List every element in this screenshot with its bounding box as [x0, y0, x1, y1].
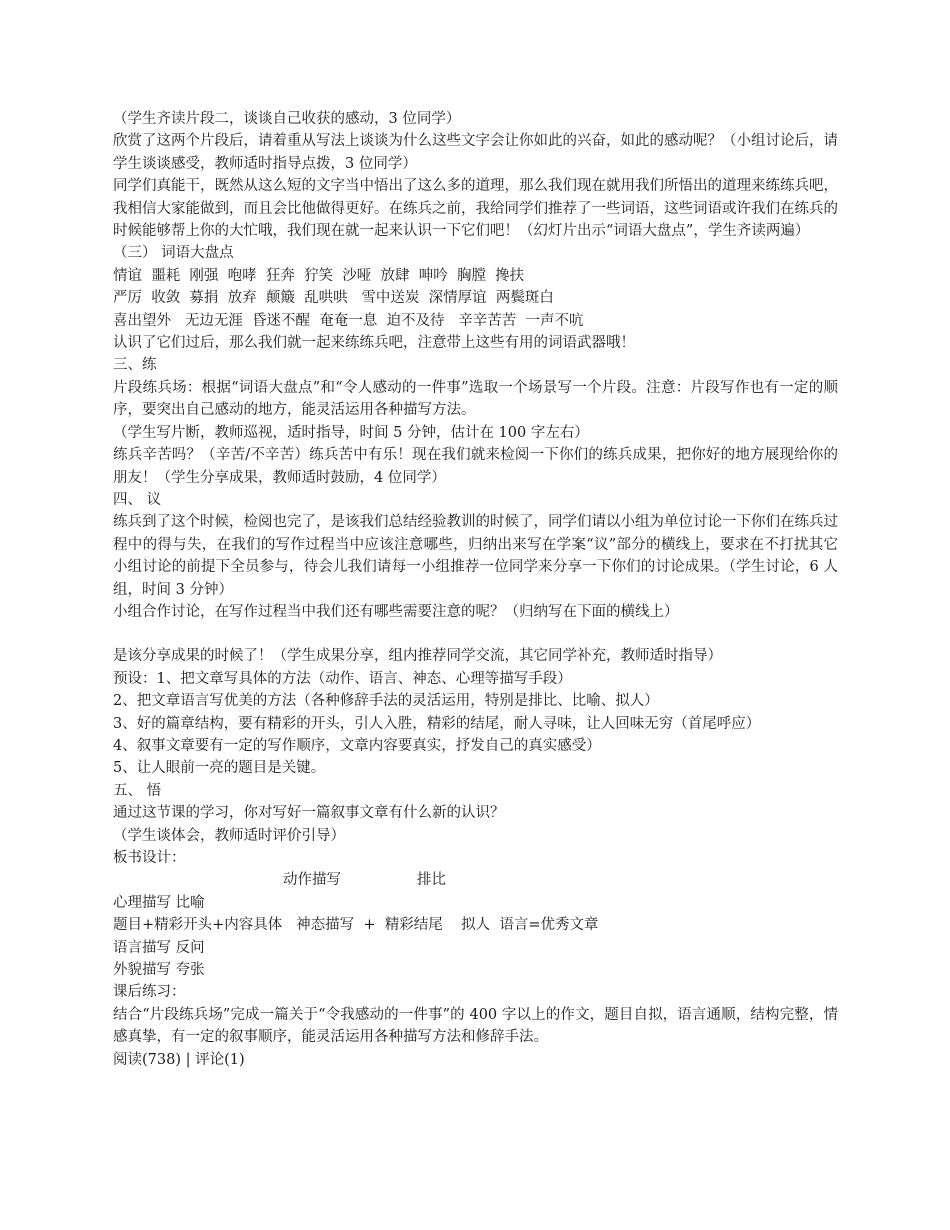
paragraph: 练兵辛苦吗？（辛苦/不辛苦）练兵苦中有乐！现在我们就来检阅一下你们的练兵成果，把你好的地方展现给你的朋友！（学生分享成果，教师适时鼓励，4 位同学）: [113, 447, 838, 486]
text-line: （学生齐读片段二，谈谈自己收获的感动，3 位同学）: [113, 111, 461, 127]
text-line: 4、叙事文章要有一定的写作顺序，文章内容要真实，抒发自己的真实感受）: [113, 737, 601, 754]
text-line: 5、让人眼前一亮的题目是关键。: [113, 760, 326, 777]
board-cell: 动作描写: [283, 872, 341, 889]
board-row: 语言描写 反问: [113, 939, 205, 956]
vocab-row: 严厉 收敛 募捐 放弃 颠簸 乱哄哄 雪中送炭 深情厚谊 两鬓斑白: [113, 290, 554, 307]
text-line: 3、好的篇章结构，要有精彩的开头，引人入胜，精彩的结尾，耐人寻味，让人回味无穷（首尾呼应）: [113, 715, 761, 732]
board-row: 心理描写 比喻: [113, 894, 205, 911]
text-line: （学生谈体会，教师适时评价引导）: [113, 827, 345, 844]
board-cell: 排比: [417, 872, 446, 889]
paragraph: 练兵到了这个时候，检阅也完了，是该我们总结经验教训的时候了，同学们请以小组为单位讨论一下你们在练兵过程中的得与失，在我们的写作过程当中应该注意哪些，归纳出来写在学案“议”部分的横线上，要求在不打扰其它小组讨论的前提下全员参与，待会儿我们请每一小组推荐一位同学来分享一下你们的讨论成果。（学生讨论，6 人组，时间 3 分钟）: [113, 514, 838, 598]
text-line: （学生写片断，教师巡视，适时指导，时间 5 分钟，估计在 100 字左右）: [113, 424, 589, 441]
board-row: 题目+精彩开头+内容具体 神态描写 + 精彩结尾 拟人 语言=优秀文章: [113, 917, 599, 934]
section-heading: （三） 词语大盘点: [113, 245, 234, 262]
section-heading: 四、 议: [113, 491, 162, 508]
text-line: 小组合作讨论，在写作过程当中我们还有哪些需要注意的呢？（归纳写在下面的横线上）: [113, 603, 679, 620]
homework-heading: 课后练习：: [113, 984, 186, 1001]
text-line: 认识了它们过后，那么我们就一起来练练兵吧，注意带上这些有用的词语武器哦！: [113, 335, 635, 352]
document-page: [113, 108, 838, 1071]
text-line: 预设：1、把文章写具体的方法（动作、语言、神态、心理等描写手段）: [113, 670, 572, 687]
board-design-heading: 板书设计：: [113, 850, 186, 866]
vocab-row: 情谊 噩耗 刚强 咆哮 狂奔 狞笑 沙哑 放肆 呻吟 胸膛 搀扶: [113, 267, 525, 284]
paragraph: 结合“片段练兵场”完成一篇关于“令我感动的一件事”的 400 字以上的作文，题目自拟，语言通顺，结构完整，情感真挚，有一定的叙事顺序，能灵活运用各种描写方法和修辞手法。: [113, 1006, 838, 1046]
board-row: [113, 869, 838, 891]
text-line: 是该分享成果的时候了！（学生成果分享，组内推荐同学交流，其它同学补充，教师适时指导）: [113, 648, 722, 665]
paragraph: 片段练兵场：根据“词语大盘点”和“令人感动的一件事”选取一个场景写一个片段。注意：片段写作也有一定的顺序，要突出自己感动的地方，能灵活运用各种描写方法。: [113, 379, 838, 419]
read-comment-stats[interactable]: 阅读(738) | 评论(1): [113, 1051, 245, 1068]
paragraph: 欣赏了这两个片段后，请着重从写法上谈谈为什么这些文字会让你如此的兴奋，如此的感动呢？（小组讨论后，请学生谈谈感受，教师适时指导点拨，3 位同学）: [113, 133, 838, 172]
text-line: 2、把文章语言写优美的方法（各种修辞手法的灵活运用，特别是排比、比喻、拟人）: [113, 693, 659, 710]
blank-line: [113, 623, 838, 645]
section-heading: 五、 悟: [113, 782, 162, 799]
text-line: 通过这节课的学习，你对写好一篇叙事文章有什么新的认识？: [113, 805, 505, 822]
paragraph: 同学们真能干，既然从这么短的文字当中悟出了这么多的道理，那么我们现在就用我们所悟出的道理来练练兵吧，我相信大家能做到，而且会比他做得更好。在练兵之前，我给同学们推荐了一些词语，这些词语或许我们在练兵的时候能够帮上你的大忙哦，我们现在就一起来认识一下它们吧！（幻灯片出示“词语大盘点”，学生齐读两遍）: [113, 178, 838, 240]
board-row: 外貌描写 夸张: [113, 962, 205, 979]
vocab-row: 喜出望外 无边无涯 昏迷不醒 奄奄一息 迫不及待 辛辛苦苦 一声不吭: [113, 312, 584, 329]
section-heading: 三、练: [113, 357, 157, 374]
